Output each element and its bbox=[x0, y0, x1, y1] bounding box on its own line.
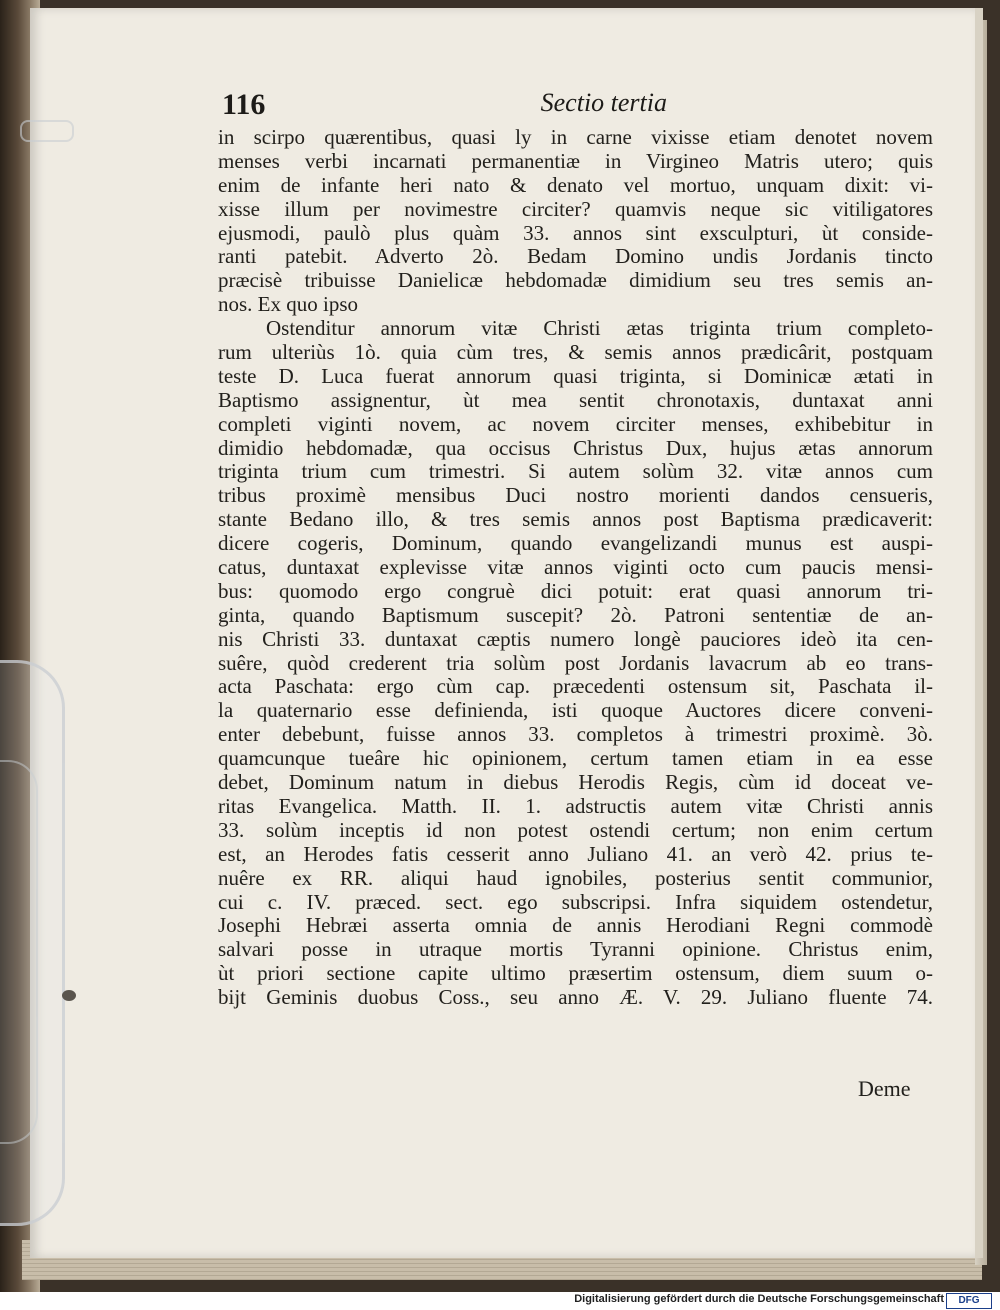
text-line: bus: quomodo ergo congruè dici potuit: erat quasi annorum tri- bbox=[218, 578, 933, 603]
text-line: dicere cogeris, Dominum, quando evangelizandi munus est auspi- bbox=[218, 531, 933, 556]
ink-spot bbox=[62, 990, 76, 1001]
text-line: cui c. IV. præced. sect. ego subscripsi. Infra siquidem ostendetur, bbox=[218, 889, 933, 914]
running-head: Sectio tertia bbox=[540, 88, 667, 117]
text-line: debet, Dominum natum in diebus Herodis Regis, cùm id doceat ve- bbox=[218, 770, 933, 795]
text-line: enter debebunt, fuisse annos 33. completos à trimestri proximè. 3ò. bbox=[218, 722, 933, 747]
text-line: enim de infante heri nato & denato vel mortuo, unquam dixit: vi- bbox=[218, 172, 933, 197]
text-line: est, an Herodes fatis cesserit anno Juliano 41. an verò 42. prius te- bbox=[218, 841, 933, 866]
digitization-credit: Digitalisierung gefördert durch die Deutsche Forschungsgemeinschaft bbox=[574, 1293, 944, 1305]
text-line: la quaternario esse definienda, isti quoque Auctores dicere conveni- bbox=[218, 698, 933, 723]
text-line: ginta, quando Baptismum suscepit? 2ò. Patroni sententiæ de an- bbox=[218, 602, 933, 627]
text-line: in scirpo quærentibus, quasi ly in carne vixisse etiam denotet novem bbox=[218, 125, 933, 149]
text-line: Baptismo assignentur, ùt mea sentit chronotaxis, duntaxat anni bbox=[218, 387, 933, 412]
text-line: 33. solùm inceptis id non potest ostendi certum; non enim certum bbox=[218, 817, 933, 842]
text-line: completi viginti novem, ac novem circiter menses, exhibebitur in bbox=[218, 411, 933, 436]
text-line: triginta trium cum trimestri. Si autem solùm 32. vitæ annos cum bbox=[218, 459, 933, 484]
text-line: nos. Ex quo ipso bbox=[218, 292, 359, 317]
text-line: ranti patebit. Adverto 2ò. Bedam Domino undis Jordanis tincto bbox=[218, 244, 933, 269]
paragraph-start-line: Ostenditur annorum vitæ Christi ætas triginta trium completo- bbox=[266, 316, 933, 341]
clip-top-icon bbox=[20, 120, 74, 142]
text-line: bijt Geminis duobus Coss., seu anno Æ. V. 29. Juliano fluente 74. bbox=[218, 985, 933, 1010]
text-line: catus, duntaxat explevisse vitæ annos viginti octo cum paucis mensi- bbox=[218, 555, 933, 580]
body-text bbox=[218, 126, 933, 1010]
page-clip-inner-icon bbox=[0, 760, 38, 1144]
text-line: nis Christi 33. duntaxat cæptis numero longè pauciores ideò ita cen- bbox=[218, 626, 933, 651]
text-line: tribus proximè mensibus Duci nostro morienti dandos censueris, bbox=[218, 483, 933, 508]
text-line: menses verbi incarnati permanentiæ in Virgineo Matris utero; quis bbox=[218, 148, 933, 173]
text-line: nuêre ex RR. aliqui haud ignobiles, posterius sentit communior, bbox=[218, 865, 933, 890]
text-line: rum ulteriùs 1ò. quia cùm tres, & semis annos prædicârit, postquam bbox=[218, 340, 933, 365]
page-number: 116 bbox=[222, 88, 266, 121]
text-line: ritas Evangelica. Matth. II. 1. adstructis autem vitæ Christi annis bbox=[218, 793, 933, 818]
text-line: dimidio hebdomadæ, qua occisus Christus Dux, hujus ætas annorum bbox=[218, 435, 933, 460]
text-line: Josephi Hebræi asserta omnia de annis Herodiani Regni commodè bbox=[218, 913, 933, 938]
page-header bbox=[222, 88, 667, 124]
catchword: Deme bbox=[858, 1076, 911, 1101]
dfg-logo: DFG bbox=[946, 1293, 992, 1309]
text-line: præcisè tribuisse Danielicæ hebdomadæ dimidium seu tres semis an- bbox=[218, 268, 933, 293]
text-line: quamcunque tueâre hic opinionem, certum tamen etiam in ea esse bbox=[218, 746, 933, 771]
text-line: xisse illum per novimestre circiter? quamvis neque sic vitiligatores bbox=[218, 196, 933, 221]
text-line: salvari posse in utraque mortis Tyranni opinione. Christus enim, bbox=[218, 937, 933, 962]
text-line: teste D. Luca fuerat annorum quasi triginta, si Dominicæ ætati in bbox=[218, 363, 933, 388]
text-line: acta Paschata: ergo cùm cap. præcedenti ostensum sit, Paschata il- bbox=[218, 674, 933, 699]
text-line: ùt priori sectione capite ultimo præsertim ostensum, diem suum o- bbox=[218, 961, 933, 986]
text-line: stante Bedano illo, & tres semis annos post Baptisma prædicaverit: bbox=[218, 507, 933, 532]
text-line: ejusmodi, paulò plus quàm 33. annos sint exsculpturi, ùt conside- bbox=[218, 220, 933, 245]
text-line: suêre, quòd crederent tria solùm post Jordanis lavacrum ab eo trans- bbox=[218, 650, 933, 675]
